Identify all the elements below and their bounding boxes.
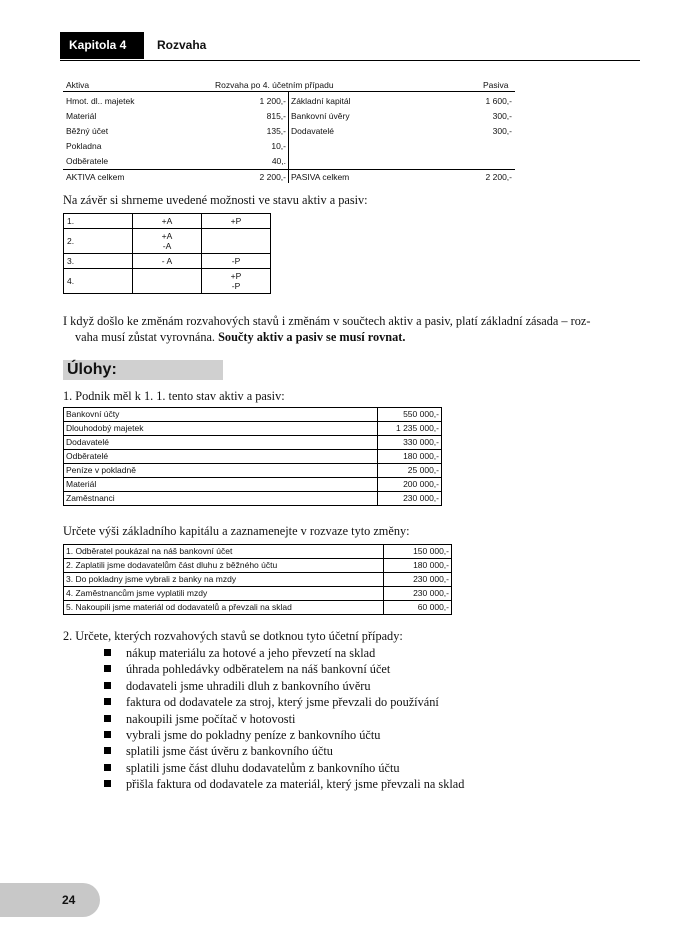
- bullet-square-icon: [104, 780, 111, 787]
- task1-text: 1. Podnik měl k 1. 1. tento stav aktiv a pasiv:: [63, 389, 285, 403]
- asset-label: Materiál: [66, 111, 97, 121]
- table-row: [64, 214, 271, 229]
- chapter-title: Rozvaha: [157, 38, 207, 52]
- balance-divider: [288, 91, 289, 183]
- list-item: [104, 743, 464, 759]
- summary-table: [63, 213, 271, 294]
- task1-label: Dodavatelé: [64, 436, 378, 450]
- change-label: 5. Nakoupili jsme materiál od dodavatelů a převzali na sklad: [64, 601, 384, 615]
- principle-text-1: I když došlo ke změnám rozvahových stavů i změnám v součtech aktiv a pasiv, platí základní zásada – roz-: [63, 314, 591, 328]
- asset-value: 40,.: [271, 156, 286, 166]
- list-item: [104, 727, 464, 743]
- assets-total-label: AKTIVA celkem: [66, 172, 125, 182]
- bullet-square-icon: [104, 715, 111, 722]
- summary-cell-a: [133, 269, 202, 294]
- table-row: [64, 559, 452, 573]
- table-row: [64, 269, 271, 294]
- table-row: [64, 545, 452, 559]
- summary-cell-a: [133, 229, 202, 254]
- liabilities-total-label: PASIVA celkem: [291, 172, 350, 182]
- liabilities-total-value: 2 200,-: [485, 172, 512, 182]
- table-row: [64, 601, 452, 615]
- bullet-square-icon: [104, 682, 111, 689]
- list-item-text: nakoupili jsme počítač v hotovosti: [126, 711, 296, 726]
- change-value: 230 000,-: [384, 587, 452, 601]
- task2-text: 2. Určete, kterých rozvahových stavů se dotknou tyto účetní případy:: [63, 629, 403, 643]
- table-row: [64, 229, 271, 254]
- list-item-text: přišla faktura od dodavatele za materiál, který jsme převzali na sklad: [126, 777, 465, 792]
- bullet-square-icon: [104, 747, 111, 754]
- change-label: 2. Zaplatili jsme dodavatelům část dluhu z běžného účtu: [64, 559, 384, 573]
- summary-cell-b: [202, 269, 271, 294]
- intro-text: Na závěr si shrneme uvedené možnosti ve stavu aktiv a pasiv:: [63, 193, 368, 207]
- task1-label: Peníze v pokladně: [64, 464, 378, 478]
- header-rule: [60, 60, 640, 61]
- principle-paragraph: [63, 313, 638, 345]
- task1-table: [63, 407, 442, 506]
- summary-cell-b: [202, 229, 271, 254]
- summary-cell-b-line2: -P: [231, 281, 241, 291]
- table-row: [64, 464, 442, 478]
- summary-cell-no: 2.: [64, 229, 133, 254]
- summary-cell-a-line2: -A: [162, 241, 172, 251]
- list-item-text: úhrada pohledávky odběratelem na náš bankovní účet: [126, 662, 391, 677]
- task2-list: [104, 645, 464, 793]
- asset-value: 1 200,-: [259, 96, 286, 106]
- bullet-square-icon: [104, 764, 111, 771]
- balance-center-header: Rozvaha po 4. účetním případu: [215, 80, 334, 90]
- table-row: [64, 254, 271, 269]
- list-item-text: dodavateli jsme uhradili dluh z bankovního úvěru: [126, 678, 371, 693]
- list-item-text: faktura od dodavatele za stroj, který jsme převzali do používání: [126, 695, 439, 710]
- table-row: [64, 478, 442, 492]
- summary-cell-no: 1.: [64, 214, 133, 229]
- list-item-text: splatili jsme část dluhu dodavatelům z bankovního účtu: [126, 760, 400, 775]
- change-value: 180 000,-: [384, 559, 452, 573]
- bullet-square-icon: [104, 698, 111, 705]
- bullet-square-icon: [104, 665, 111, 672]
- list-item: [104, 694, 464, 710]
- asset-label: Odběratele: [66, 156, 109, 166]
- summary-cell-no: 3.: [64, 254, 133, 269]
- summary-cell-a: - A: [133, 254, 202, 269]
- liability-label: Bankovní úvěry: [291, 111, 350, 121]
- task1-label: Materiál: [64, 478, 378, 492]
- list-item: [104, 776, 464, 792]
- table-row: [64, 436, 442, 450]
- task1-value: 230 000,-: [378, 492, 442, 506]
- balance-right-header: Pasiva: [483, 80, 509, 90]
- summary-cell-a-line1: +A: [161, 231, 173, 241]
- bullet-square-icon: [104, 731, 111, 738]
- task1-value: 180 000,-: [378, 450, 442, 464]
- liability-value: 300,-: [492, 126, 512, 136]
- assets-total-value: 2 200,-: [259, 172, 286, 182]
- table-row: [64, 573, 452, 587]
- liability-label: Dodavatelé: [291, 126, 335, 136]
- bullet-square-icon: [104, 649, 111, 656]
- summary-cell-b-line1: +P: [230, 271, 242, 281]
- list-item-text: vybrali jsme do pokladny peníze z bankovního účtu: [126, 727, 381, 742]
- tasks-heading: Úlohy:: [63, 360, 223, 380]
- table-row: [64, 587, 452, 601]
- summary-cell-no: 4.: [64, 269, 133, 294]
- list-item-text: splatili jsme část úvěru z bankovního účtu: [126, 744, 333, 759]
- list-item-text: nákup materiálu za hotové a jeho převzetí na sklad: [126, 646, 376, 660]
- change-label: 1. Odběratel poukázal na náš bankovní účet: [64, 545, 384, 559]
- summary-cell-a: +A: [133, 214, 202, 229]
- chapter-badge: Kapitola 4: [60, 32, 144, 59]
- change-value: 150 000,-: [384, 545, 452, 559]
- liability-value: 300,-: [492, 111, 512, 121]
- list-item: [104, 760, 464, 776]
- asset-label: Pokladna: [66, 141, 102, 151]
- task1-label: Dlouhodobý majetek: [64, 422, 378, 436]
- list-item: [104, 661, 464, 677]
- task1-label: Odběratelé: [64, 450, 378, 464]
- principle-text-2: vaha musí zůstat vyrovnána.: [75, 330, 216, 344]
- balance-top-rule: [63, 91, 515, 92]
- liability-value: 1 600,-: [485, 96, 512, 106]
- table-row: [64, 450, 442, 464]
- list-item: [104, 711, 464, 727]
- task1-value: 1 235 000,-: [378, 422, 442, 436]
- asset-label: Hmot. dl.. majetek: [66, 96, 135, 106]
- table-row: [64, 422, 442, 436]
- change-label: 3. Do pokladny jsme vybrali z banky na mzdy: [64, 573, 384, 587]
- balance-left-header: Aktiva: [66, 80, 90, 90]
- page-number-tab: [0, 883, 100, 917]
- task1-label: Bankovní účty: [64, 408, 378, 422]
- asset-label: Běžný účet: [66, 126, 109, 136]
- change-value: 230 000,-: [384, 573, 452, 587]
- table-row: [64, 408, 442, 422]
- summary-cell-b: -P: [202, 254, 271, 269]
- balance-bottom-rule: [63, 169, 515, 170]
- task1-value: 330 000,-: [378, 436, 442, 450]
- list-item: [104, 678, 464, 694]
- changes-table: [63, 544, 452, 615]
- page-number: 24: [62, 893, 76, 907]
- change-label: 4. Zaměstnancům jsme vyplatili mzdy: [64, 587, 384, 601]
- list-item: [104, 645, 464, 661]
- asset-value: 135,-: [266, 126, 286, 136]
- summary-cell-b: +P: [202, 214, 271, 229]
- table-row: [64, 492, 442, 506]
- asset-value: 815,-: [266, 111, 286, 121]
- task1-value: 200 000,-: [378, 478, 442, 492]
- task1-label: Zaměstnanci: [64, 492, 378, 506]
- change-value: 60 000,-: [384, 601, 452, 615]
- liability-label: Základní kapitál: [291, 96, 351, 106]
- task1-value: 550 000,-: [378, 408, 442, 422]
- task1-instruction: Určete výši základního kapitálu a zaznamenejte v rozvaze tyto změny:: [63, 524, 410, 538]
- principle-bold: Součty aktiv a pasiv se musí rovnat.: [218, 330, 406, 344]
- asset-value: 10,-: [271, 141, 286, 151]
- task1-value: 25 000,-: [378, 464, 442, 478]
